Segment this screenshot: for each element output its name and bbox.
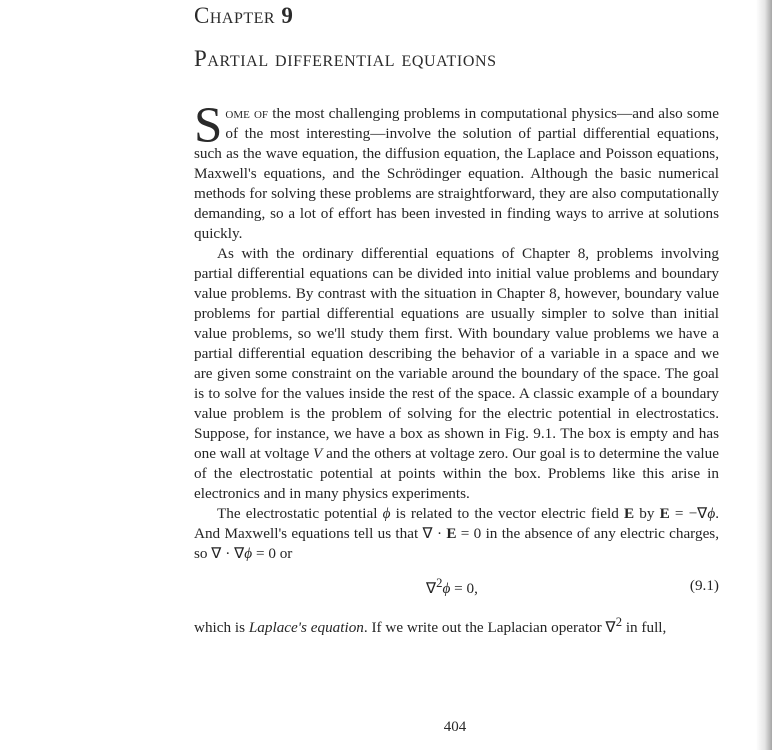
equation-number: (9.1) bbox=[689, 577, 719, 594]
p3-text-f: = 0 in the absence of any electric charges, so ∇ · ∇ bbox=[194, 525, 720, 562]
paragraph-2-text: As with the ordinary differential equations of Chapter 8, problems involving partial differential equations can be divided into initial value problems and boundary value problems. By contrast with the situation in Chapter 8, however, boundary value problems for partial differential equations are usually simpler to solve than initial value problems, so we'll study them first. With boundary value problems we have a partial differential equation describing the behavior of a variable in a space and we are given some constraint on the variable around the boundary of the space. The goal is to solve for the values inside the rest of the space. A classic example of a boundary value problem is the problem of solving for the electric potential in electrostatics. Suppose, for instance, we have a box as shown in Fig. 9.1. The box is empty and has one wall at voltage bbox=[194, 245, 719, 462]
electric-field-symbol: E bbox=[659, 505, 670, 522]
phi-symbol: ϕ bbox=[707, 505, 716, 522]
p4-text-a: which is bbox=[194, 619, 249, 637]
phi-symbol: ϕ bbox=[244, 545, 253, 562]
paragraph-boundary-value bbox=[194, 244, 719, 504]
equation-9-1 bbox=[194, 568, 719, 604]
nabla-symbol: ∇ bbox=[426, 580, 437, 598]
phi-symbol: ϕ bbox=[382, 505, 391, 522]
intro-paragraph bbox=[194, 98, 719, 244]
page-edge-shadow bbox=[756, 0, 772, 750]
electric-field-symbol: E bbox=[446, 525, 457, 542]
laplacian-superscript: 2 bbox=[615, 615, 623, 629]
equation-rest: = 0, bbox=[450, 580, 478, 598]
paragraph-2-text-end: and the others at voltage zero. Our goal is to determine the value of the electrostatic potential at points within the box. Problems like this arise in electronics and in many physics experiments. bbox=[194, 445, 719, 502]
electric-field-symbol: E bbox=[623, 505, 635, 522]
chapter-label bbox=[194, 3, 293, 29]
phi-symbol: ϕ bbox=[442, 580, 451, 598]
p4-text-c: in full, bbox=[622, 619, 667, 637]
p4-text-b: . If we write out the Laplacian operator ∇ bbox=[363, 619, 616, 637]
p3-text-g: = 0 or bbox=[252, 545, 293, 562]
p3-text-c: by bbox=[634, 505, 660, 522]
p3-text-d: = −∇ bbox=[669, 505, 708, 522]
intro-text: the most challenging problems in computational physics—and also some of the most interesting—involve the solution of partial differential equations, such as the wave equation, the diffusion equation, the Laplace and Poisson equations, Maxwell's equations, and the Schrödinger equation. Although the basic numerical methods for solving these problems are straightforward, they are also computationally demanding, so a lot of effort has been invested in finding ways to arrive at solutions quickly. bbox=[194, 105, 719, 242]
equation-superscript: 2 bbox=[436, 575, 443, 590]
p3-text-b: is related to the vector electric field bbox=[390, 505, 624, 522]
equation-body bbox=[426, 573, 478, 599]
voltage-symbol: V bbox=[313, 445, 323, 462]
drop-cap: S bbox=[194, 98, 223, 154]
p3-text-a: The electrostatic potential bbox=[217, 505, 383, 522]
body-text bbox=[194, 98, 720, 638]
intro-lead-words: ome of bbox=[225, 105, 269, 122]
paragraph-laplace bbox=[194, 612, 719, 638]
page-number: 404 bbox=[443, 719, 467, 735]
chapter-title: Partial differential equations bbox=[194, 46, 497, 71]
chapter-word: Chapter bbox=[194, 3, 276, 28]
paragraph-electrostatic bbox=[194, 504, 719, 564]
chapter-number: 9 bbox=[281, 3, 294, 28]
p3-text-e: . And Maxwell's equations tell us that ∇ · bbox=[194, 505, 720, 542]
laplace-equation-term: Laplace's equation bbox=[248, 619, 364, 637]
